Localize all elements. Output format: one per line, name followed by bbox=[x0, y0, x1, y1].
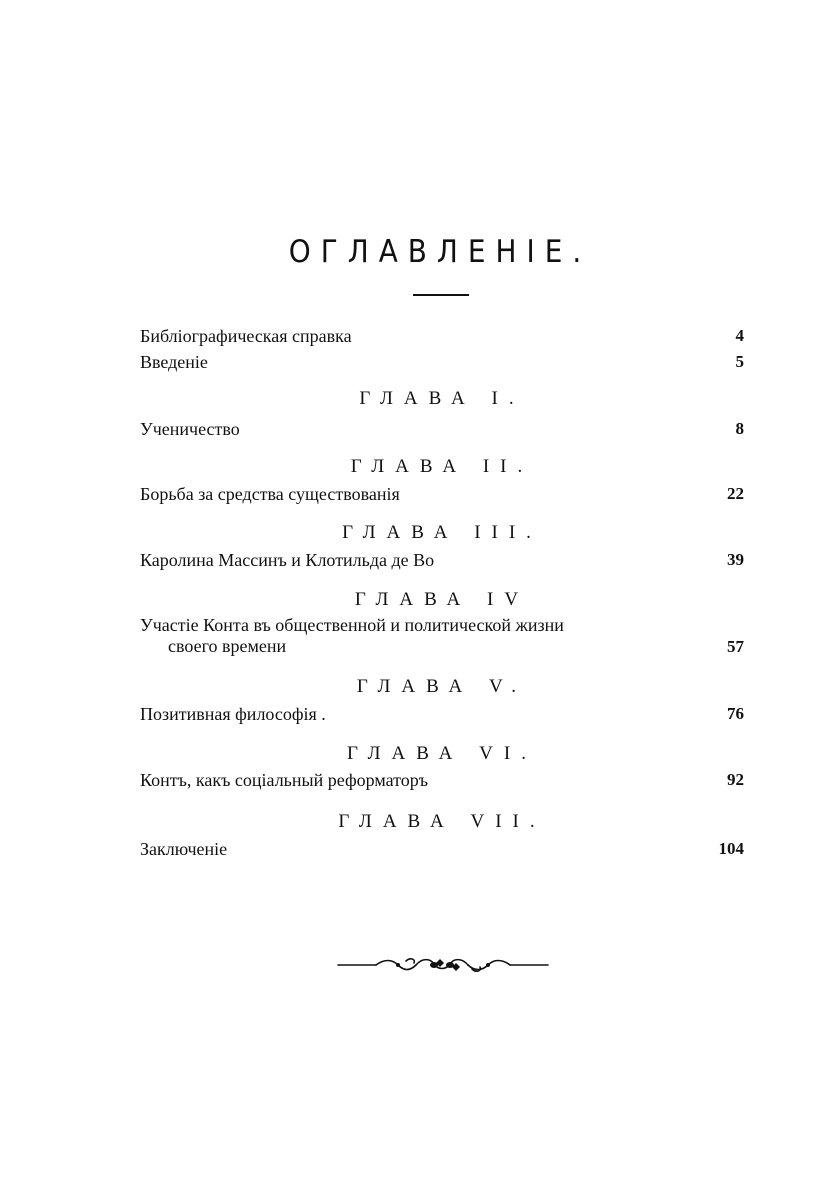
toc-entry-title: Борьба за средства существованія bbox=[140, 484, 400, 504]
chapter-heading-6: ГЛАВА VI. bbox=[347, 743, 537, 764]
toc-entry-title-continued: своего времени bbox=[168, 636, 287, 656]
toc-entry-page: 8 bbox=[735, 419, 744, 438]
toc-entry-page: 39 bbox=[727, 550, 744, 569]
title-divider bbox=[413, 294, 469, 296]
toc-entry-page: 4 bbox=[735, 326, 744, 345]
ornament-flourish-icon bbox=[336, 955, 550, 975]
toc-entry-title: Позитивная философія . bbox=[140, 704, 326, 724]
chapter-heading-3: ГЛАВА III. bbox=[342, 522, 542, 543]
page-title: ОГЛАВЛЕНІЕ. bbox=[288, 234, 592, 270]
toc-entry-page: 92 bbox=[727, 770, 744, 789]
toc-entry-page: 76 bbox=[727, 704, 744, 723]
chapter-heading-7: ГЛАВА VII. bbox=[338, 811, 546, 832]
toc-entry-title: Заключеніе bbox=[140, 839, 228, 859]
toc-entry-title: Каролина Массинъ и Клотильда де Во bbox=[140, 550, 435, 570]
chapter-heading-4: ГЛАВА IV bbox=[354, 589, 530, 610]
toc-entry-page: 104 bbox=[718, 839, 744, 858]
chapter-heading-5: ГЛАВА V. bbox=[356, 676, 528, 697]
toc-entry-title: Ученичество bbox=[140, 419, 240, 439]
toc-entry-title: Введеніе bbox=[140, 352, 208, 372]
toc-entry-page: 57 bbox=[727, 637, 744, 656]
toc-entry-title: Участіе Конта въ общественной и политической жизни bbox=[140, 615, 564, 635]
toc-entry-title: Библіографическая справка bbox=[140, 326, 352, 346]
chapter-heading-1: ГЛАВА I. bbox=[359, 388, 525, 409]
toc-entry-page: 22 bbox=[727, 484, 744, 503]
toc-entry-page: 5 bbox=[735, 352, 744, 371]
toc-entry-title: Контъ, какъ соціальный реформаторъ bbox=[140, 770, 429, 790]
chapter-heading-2: ГЛАВА II. bbox=[350, 456, 534, 477]
